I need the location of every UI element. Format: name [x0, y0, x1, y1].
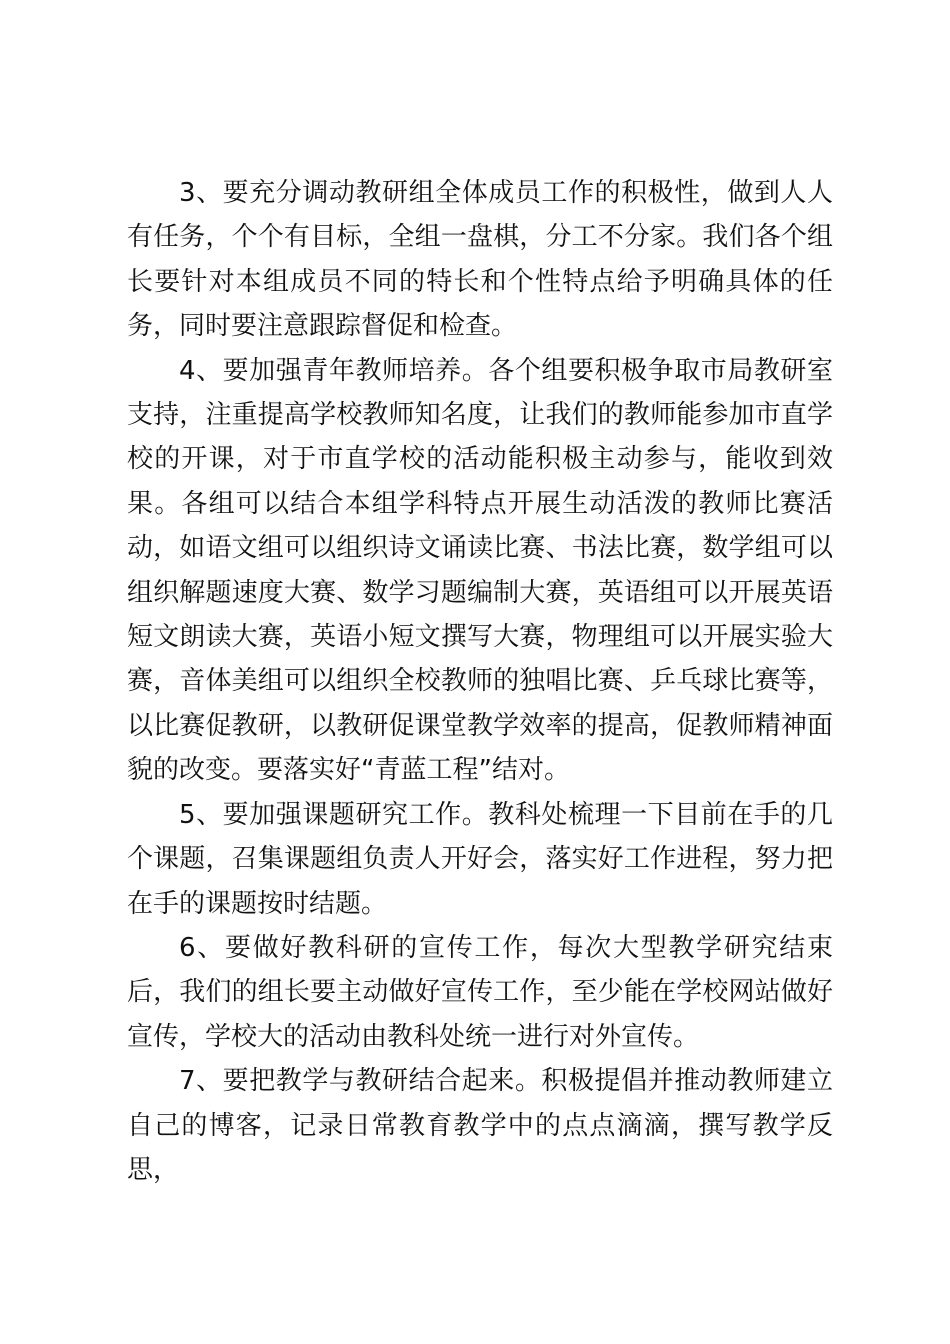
document-body — [127, 171, 833, 1192]
paragraph-item-7: 7、要把教学与教研结合起来。积极提倡并推动教师建立自己的博客，记录日常教育教学中的点点滴滴，撰写教学反思， — [127, 1066, 833, 1185]
paragraph-item-6: 6、要做好教科研的宣传工作，每次大型教学研究结束后，我们的组长要主动做好宣传工作，至少能在学校网站做好宣传，学校大的活动由教科处统一进行对外宣传。 — [127, 932, 833, 1052]
paragraph-item-4: 4、要加强青年教师培养。各个组要积极争取市局教研室支持，注重提高学校教师知名度，让我们的教师能参加市直学校的开课，对于市直学校的活动能积极主动参与，能收到效果。各组可以结合本组学科特点开展生动活泼的教师比赛活动，如语文组可以组织诗文诵读比赛、书法比赛，数学组可以组织解题速度大赛、数学习题编制大赛，英语组可以开展英语短文朗读大赛，英语小短文撰写大赛，物理组可以开展实验大赛，音体美组可以组织全校教师的独唱比赛、乒乓球比赛等，以比赛促教研，以教研促课堂教学效率的提高，促教师精神面貌的改变。要落实好“青蓝工程”结对。 — [127, 355, 833, 786]
paragraph-item-5: 5、要加强课题研究工作。教科处梳理一下目前在手的几个课题，召集课题组负责人开好会，落实好工作进程，努力把在手的课题按时结题。 — [127, 799, 833, 919]
paragraph-item-3: 3、要充分调动教研组全体成员工作的积极性，做到人人有任务，个个有目标，全组一盘棋，分工不分家。我们各个组长要针对本组成员不同的特长和个性特点给予明确具体的任务，同时要注意跟踪督促和检查。 — [127, 178, 833, 342]
